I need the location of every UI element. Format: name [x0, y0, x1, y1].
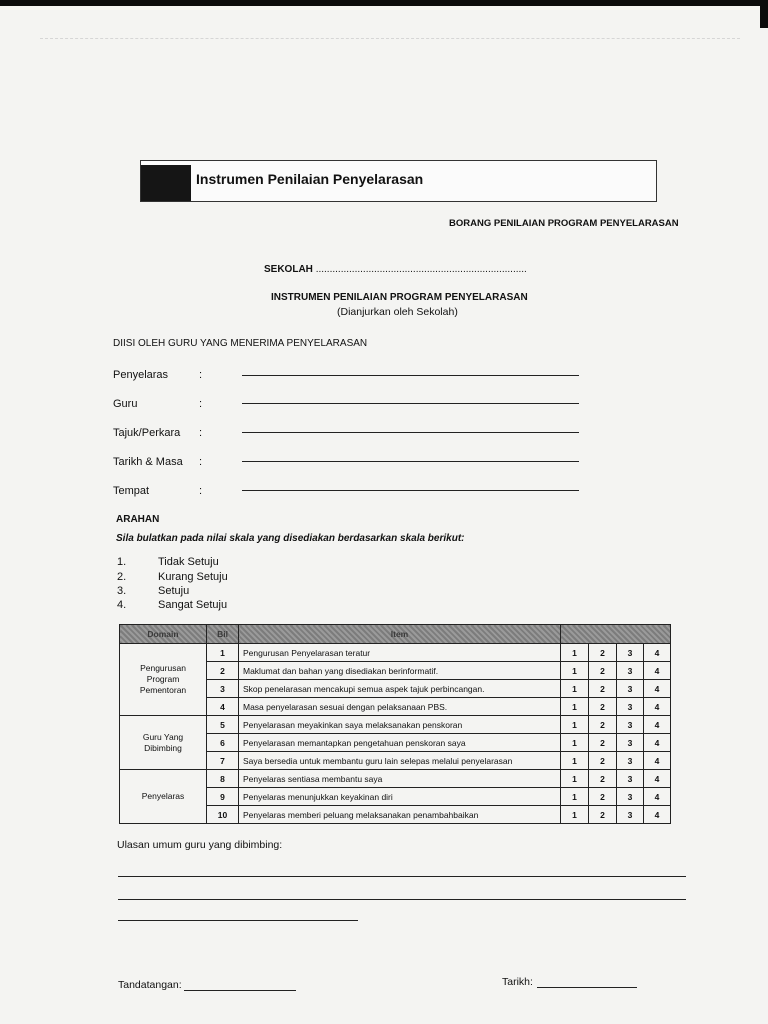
- scale-number: 4.: [117, 599, 127, 611]
- field-line-tajuk[interactable]: [242, 432, 579, 433]
- scale-option-4[interactable]: 4: [644, 698, 671, 716]
- item-text: Penyelaras memberi peluang melaksanakan penambahbaikan: [239, 806, 561, 824]
- banner-title: Instrumen Penilaian Penyelarasan: [196, 171, 424, 187]
- scale-option-1[interactable]: 1: [561, 788, 589, 806]
- header-scale: [561, 625, 671, 644]
- item-text: Penyelaras menunjukkan keyakinan diri: [239, 788, 561, 806]
- banner-tab-block: [141, 165, 191, 201]
- item-number: 7: [207, 752, 239, 770]
- item-text: Penyelarasan meyakinkan saya melaksanakan penskoran: [239, 716, 561, 734]
- item-text: Saya bersedia untuk membantu guru lain selepas melalui penyelarasan: [239, 752, 561, 770]
- domain-cell: Pengurusan Program Pementoran: [120, 644, 207, 716]
- scale-option-2[interactable]: 2: [589, 644, 617, 662]
- instrument-title: INSTRUMEN PENILAIAN PROGRAM PENYELARASAN: [271, 292, 528, 303]
- field-line-tarikh-masa[interactable]: [242, 461, 579, 462]
- domain-cell: Guru Yang Dibimbing: [120, 716, 207, 770]
- scale-option-2[interactable]: 2: [589, 788, 617, 806]
- field-colon: :: [199, 427, 203, 439]
- scale-number: 1.: [117, 556, 127, 568]
- scale-option-4[interactable]: 4: [644, 716, 671, 734]
- comment-line[interactable]: [118, 920, 358, 921]
- field-colon: :: [199, 369, 203, 381]
- scale-label: Kurang Setuju: [158, 571, 228, 583]
- scale-option-2[interactable]: 2: [589, 806, 617, 824]
- scale-option-3[interactable]: 3: [617, 806, 644, 824]
- faint-scan-line: [40, 38, 740, 39]
- scale-option-3[interactable]: 3: [617, 770, 644, 788]
- instructions-heading: ARAHAN: [116, 514, 160, 525]
- item-number: 3: [207, 680, 239, 698]
- comments-label: Ulasan umum guru yang dibimbing:: [117, 839, 283, 851]
- scale-option-3[interactable]: 3: [617, 716, 644, 734]
- scale-label: Sangat Setuju: [158, 599, 228, 611]
- scale-option-2[interactable]: 2: [589, 698, 617, 716]
- scale-option-4[interactable]: 4: [644, 770, 671, 788]
- scale-option-2[interactable]: 2: [589, 680, 617, 698]
- scale-option-3[interactable]: 3: [617, 788, 644, 806]
- item-number: 10: [207, 806, 239, 824]
- header-item: Item: [239, 625, 561, 644]
- form-title: BORANG PENILAIAN PROGRAM PENYELARASAN: [449, 218, 679, 229]
- item-text: Maklumat dan bahan yang disediakan berinformatif.: [239, 662, 561, 680]
- item-number: 6: [207, 734, 239, 752]
- table-row: [120, 716, 671, 734]
- scale-option-2[interactable]: 2: [589, 770, 617, 788]
- scale-option-4[interactable]: 4: [644, 752, 671, 770]
- scale-number: 2.: [117, 571, 127, 583]
- scale-option-1[interactable]: 1: [561, 752, 589, 770]
- item-text: Pengurusan Penyelarasan teratur: [239, 644, 561, 662]
- scale-option-2[interactable]: 2: [589, 752, 617, 770]
- date-line[interactable]: [537, 987, 637, 988]
- scale-option-3[interactable]: 3: [617, 698, 644, 716]
- field-line-tempat[interactable]: [242, 490, 579, 491]
- scale-option-3[interactable]: 3: [617, 662, 644, 680]
- item-number: 4: [207, 698, 239, 716]
- scale-number: 3.: [117, 585, 127, 597]
- scale-option-4[interactable]: 4: [644, 788, 671, 806]
- title-banner: [140, 160, 657, 202]
- item-number: 2: [207, 662, 239, 680]
- scale-option-1[interactable]: 1: [561, 680, 589, 698]
- item-text: Penyelaras sentiasa membantu saya: [239, 770, 561, 788]
- school-dots: ............................................................................: [315, 264, 527, 275]
- school-label-text: SEKOLAH: [264, 264, 313, 275]
- scale-option-2[interactable]: 2: [589, 716, 617, 734]
- scan-edge-top: [0, 0, 768, 6]
- scale-option-1[interactable]: 1: [561, 644, 589, 662]
- school-label: [264, 264, 527, 275]
- field-label-tarikh-masa: Tarikh & Masa: [113, 456, 183, 468]
- field-colon: :: [199, 456, 203, 468]
- scale-option-3[interactable]: 3: [617, 734, 644, 752]
- comment-line[interactable]: [118, 876, 686, 877]
- scale-option-3[interactable]: 3: [617, 644, 644, 662]
- scale-option-1[interactable]: 1: [561, 770, 589, 788]
- scale-option-1[interactable]: 1: [561, 734, 589, 752]
- intro-text: DIISI OLEH GURU YANG MENERIMA PENYELARASAN: [113, 338, 368, 349]
- item-text: Masa penyelarasan sesuai dengan pelaksanaan PBS.: [239, 698, 561, 716]
- field-line-penyelaras[interactable]: [242, 375, 579, 376]
- scale-option-3[interactable]: 3: [617, 680, 644, 698]
- scale-label: Tidak Setuju: [158, 556, 219, 568]
- item-text: Skop penelarasan mencakupi semua aspek tajuk perbincangan.: [239, 680, 561, 698]
- table-header-row: [120, 625, 671, 644]
- field-label-penyelaras: Penyelaras: [113, 369, 169, 381]
- header-num: Bil: [207, 625, 239, 644]
- scale-option-1[interactable]: 1: [561, 806, 589, 824]
- field-colon: :: [199, 485, 203, 497]
- signature-label: Tandatangan:: [118, 979, 182, 991]
- instructions-text: Sila bulatkan pada nilai skala yang disediakan berdasarkan skala berikut:: [116, 533, 465, 544]
- field-line-guru[interactable]: [242, 403, 579, 404]
- item-number: 1: [207, 644, 239, 662]
- scale-option-3[interactable]: 3: [617, 752, 644, 770]
- scan-edge-corner: [760, 0, 768, 28]
- scale-option-4[interactable]: 4: [644, 806, 671, 824]
- item-number: 5: [207, 716, 239, 734]
- table-row: [120, 644, 671, 662]
- field-label-guru: Guru: [113, 398, 138, 410]
- domain-cell: Penyelaras: [120, 770, 207, 824]
- scale-option-1[interactable]: 1: [561, 662, 589, 680]
- scale-option-4[interactable]: 4: [644, 680, 671, 698]
- instrument-subtitle: (Dianjurkan oleh Sekolah): [337, 306, 458, 318]
- date-label: Tarikh:: [502, 976, 533, 988]
- comment-line[interactable]: [118, 899, 686, 900]
- field-label-tajuk: Tajuk/Perkara: [113, 427, 181, 439]
- scale-option-1[interactable]: 1: [561, 716, 589, 734]
- rubric-table: [119, 624, 671, 824]
- header-domain: Domain: [120, 625, 207, 644]
- item-number: 8: [207, 770, 239, 788]
- table-row: [120, 770, 671, 788]
- scale-option-4[interactable]: 4: [644, 734, 671, 752]
- item-number: 9: [207, 788, 239, 806]
- field-label-tempat: Tempat: [113, 485, 150, 497]
- scale-option-4[interactable]: 4: [644, 662, 671, 680]
- field-colon: :: [199, 398, 203, 410]
- signature-line[interactable]: [184, 990, 296, 991]
- scale-option-4[interactable]: 4: [644, 644, 671, 662]
- scale-option-1[interactable]: 1: [561, 698, 589, 716]
- item-text: Penyelarasan memantapkan pengetahuan penskoran saya: [239, 734, 561, 752]
- scale-option-2[interactable]: 2: [589, 734, 617, 752]
- scale-label: Setuju: [158, 585, 190, 597]
- scale-option-2[interactable]: 2: [589, 662, 617, 680]
